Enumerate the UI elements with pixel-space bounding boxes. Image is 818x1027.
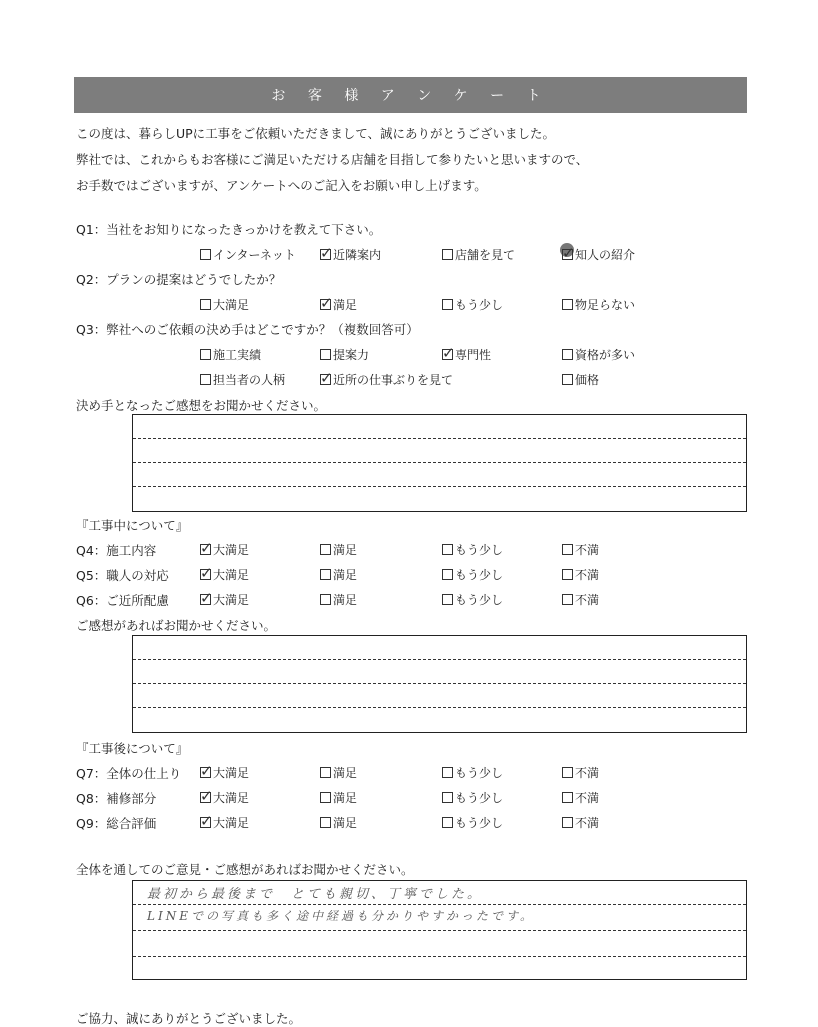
section-after-title: 『工事後について』 [76, 741, 189, 756]
checkbox-icon [562, 594, 573, 605]
q8-label: Q8：補修部分 [76, 791, 157, 806]
writing-line [133, 659, 746, 660]
check-mark-icon: ✓ [200, 539, 213, 557]
checkbox-icon [442, 792, 453, 803]
checkbox-icon [442, 569, 453, 580]
q6-option-4[interactable]: 不満 [562, 591, 599, 608]
q9-option-2[interactable]: 満足 [320, 814, 357, 831]
q9-option-1[interactable]: ✓ 大満足 [200, 812, 250, 830]
checkbox-icon [200, 299, 211, 310]
q1-option-2[interactable]: ✓ 近隣案内 [320, 244, 382, 262]
checkbox-icon [200, 812, 213, 830]
q8-option-2[interactable]: 満足 [320, 789, 357, 806]
q3-option-2[interactable]: 提案力 [320, 346, 369, 363]
checkbox-icon [442, 249, 453, 260]
writing-line [133, 707, 746, 708]
writing-line [133, 486, 746, 487]
checkbox-icon [200, 589, 213, 607]
check-mark-icon: ✓ [200, 787, 213, 805]
checkbox-icon [562, 349, 573, 360]
check-mark-icon: ✓ [200, 564, 213, 582]
check-mark-icon: ✓ [442, 344, 455, 362]
survey-title: お 客 様 ア ン ケ ー ト [74, 77, 747, 113]
checkbox-icon [562, 569, 573, 580]
q6-option-3[interactable]: もう少し [442, 591, 503, 608]
q7-label: Q7：全体の仕上り [76, 766, 182, 781]
q2-label: Q2：プランの提案はどうでしたか？ [76, 272, 282, 287]
check-mark-icon: ✓ [320, 294, 333, 312]
checkbox-icon [442, 299, 453, 310]
writing-line [133, 904, 746, 905]
checkbox-icon [320, 349, 331, 360]
writing-line [133, 930, 746, 931]
q3-label: Q3：弊社へのご依頼の決め手はどこですか？（複数回答可） [76, 322, 419, 337]
q8-option-1[interactable]: ✓ 大満足 [200, 787, 250, 805]
q4-option-2[interactable]: 満足 [320, 541, 357, 558]
q6-option-2[interactable]: 満足 [320, 591, 357, 608]
checkbox-icon [562, 299, 573, 310]
q5-option-2[interactable]: 満足 [320, 566, 357, 583]
checkbox-icon [320, 544, 331, 555]
check-mark-icon: ✓ [200, 589, 213, 607]
q7-option-4[interactable]: 不満 [562, 764, 599, 781]
checkbox-icon [442, 767, 453, 778]
check-mark-icon: ✓ [562, 244, 575, 262]
q2-option-1[interactable]: 大満足 [200, 296, 249, 313]
writing-line [133, 683, 746, 684]
checkbox-icon [320, 817, 331, 828]
comment3-box[interactable] [132, 880, 747, 980]
q5-option-1[interactable]: ✓ 大満足 [200, 564, 250, 582]
q9-option-3[interactable]: もう少し [442, 814, 503, 831]
checkbox-icon [200, 374, 211, 385]
q6-option-1[interactable]: ✓ 大満足 [200, 589, 250, 607]
writing-line [133, 956, 746, 957]
q2-option-2[interactable]: ✓ 満足 [320, 294, 358, 312]
checkbox-icon [442, 544, 453, 555]
q5-option-4[interactable]: 不満 [562, 566, 599, 583]
intro-line-2: 弊社では、これからもお客様にご満足いただける店舗を目指して参りたいと思いますので、 [76, 152, 589, 167]
checkbox-icon [320, 594, 331, 605]
comment2-label: ご感想があればお聞かせください。 [76, 618, 277, 633]
q7-option-3[interactable]: もう少し [442, 764, 503, 781]
comment1-box[interactable] [132, 414, 747, 512]
q1-option-3[interactable]: 店舗を見て [442, 246, 515, 263]
checkbox-icon [320, 792, 331, 803]
checkbox-icon [562, 767, 573, 778]
checkbox-icon [320, 569, 331, 580]
q1-label: Q1：当社をお知りになったきっかけを教えて下さい。 [76, 222, 382, 237]
q3-option-5[interactable]: 担当者の人柄 [200, 371, 285, 388]
handwritten-comment-line-1: 最初から最後まで とても親切、丁寧でした。 [147, 887, 484, 902]
check-mark-icon: ✓ [200, 762, 213, 780]
comment1-label: 決め手となったご感想をお聞かせください。 [76, 398, 327, 413]
q3-option-4[interactable]: 資格が多い [562, 346, 635, 363]
q1-option-4[interactable]: ✓ 知人の紹介 [562, 244, 636, 262]
checkbox-icon [320, 294, 333, 312]
intro-line-1: この度は、暮らしUPに工事をご依頼いただきまして、誠にありがとうございました。 [76, 126, 555, 141]
section-during-title: 『工事中について』 [76, 518, 189, 533]
checkbox-icon [200, 787, 213, 805]
q8-option-3[interactable]: もう少し [442, 789, 503, 806]
q3-option-3[interactable]: ✓ 専門性 [442, 344, 492, 362]
q3-option-7[interactable]: 価格 [562, 371, 599, 388]
q4-label: Q4：施工内容 [76, 543, 157, 558]
q4-option-1[interactable]: ✓ 大満足 [200, 539, 250, 557]
checkbox-icon [200, 249, 211, 260]
q3-option-1[interactable]: 施工実績 [200, 346, 261, 363]
q7-option-2[interactable]: 満足 [320, 764, 357, 781]
q9-option-4[interactable]: 不満 [562, 814, 599, 831]
q6-label: Q6：ご近所配慮 [76, 593, 169, 608]
intro-line-3: お手数ではございますが、アンケートへのご記入をお願い申し上げます。 [76, 178, 487, 193]
q1-option-1[interactable]: インターネット [200, 246, 296, 263]
q4-option-4[interactable]: 不満 [562, 541, 599, 558]
q2-option-4[interactable]: 物足らない [562, 296, 635, 313]
check-mark-icon: ✓ [320, 369, 333, 387]
q5-option-3[interactable]: もう少し [442, 566, 503, 583]
q2-option-3[interactable]: もう少し [442, 296, 503, 313]
checkbox-icon [320, 244, 333, 262]
checkbox-icon [442, 594, 453, 605]
q5-label: Q5：職人の対応 [76, 568, 169, 583]
checkbox-icon [562, 817, 573, 828]
checkbox-icon [562, 792, 573, 803]
checkbox-icon [320, 369, 333, 387]
writing-line [133, 438, 746, 439]
q7-option-1[interactable]: ✓ 大満足 [200, 762, 250, 780]
checkbox-icon [442, 817, 453, 828]
checkbox-icon [562, 374, 573, 385]
checkbox-icon [442, 344, 455, 362]
q9-label: Q9：総合評価 [76, 816, 157, 831]
writing-line [133, 462, 746, 463]
checkbox-icon [562, 244, 575, 262]
q8-option-4[interactable]: 不満 [562, 789, 599, 806]
checkbox-icon [200, 762, 213, 780]
check-mark-icon: ✓ [200, 812, 213, 830]
checkbox-icon [320, 767, 331, 778]
checkbox-icon [200, 539, 213, 557]
checkbox-icon [200, 564, 213, 582]
handwritten-comment-line-2: LINEでの写真も多く途中経過も分かりやすかったです。 [147, 909, 536, 923]
comment2-box[interactable] [132, 635, 747, 733]
checkbox-icon [562, 544, 573, 555]
check-mark-icon: ✓ [320, 244, 333, 262]
q4-option-3[interactable]: もう少し [442, 541, 503, 558]
closing-message: ご協力、誠にありがとうございました。 [76, 1011, 302, 1026]
checkbox-icon [200, 349, 211, 360]
q3-option-6[interactable]: ✓ 近所の仕事ぶりを見て [320, 369, 454, 387]
comment3-label: 全体を通してのご意見・ご感想があればお聞かせください。 [76, 862, 414, 877]
